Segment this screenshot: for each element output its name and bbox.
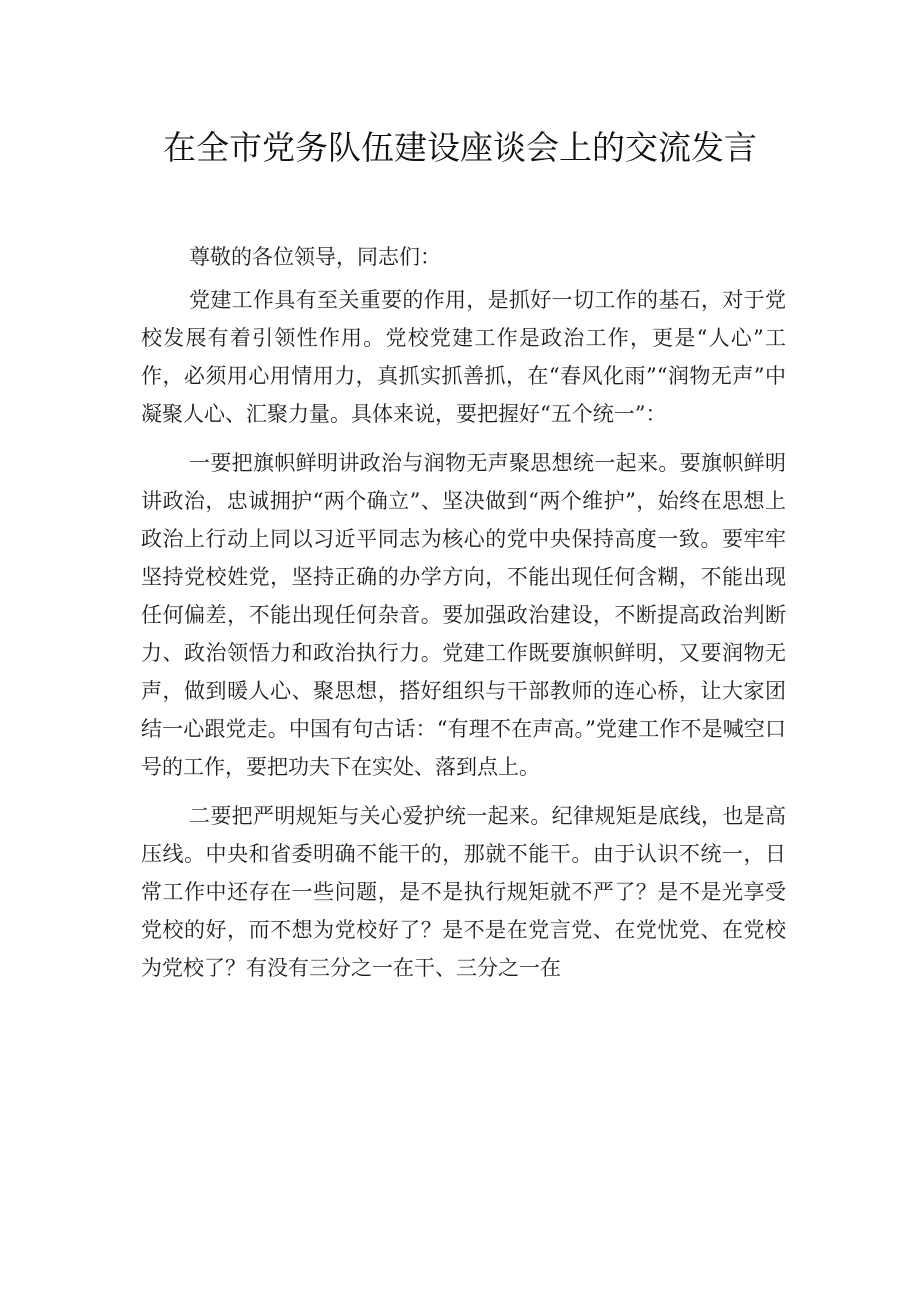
document-body	[141, 238, 786, 987]
body-paragraph: 一要把旗帜鲜明讲政治与润物无声聚思想统一起来。要旗帜鲜明讲政治，忠诚拥护“两个确立”、坚决做到“两个维护”，始终在思想上政治上行动上同以习近平同志为核心的党中央保持高度一致。要牢牢坚持党校姓党，坚持正确的办学方向，不能出现任何含糊，不能出现任何偏差，不能出现任何杂音。要加强政治建设，不断提高政治判断力、政治领悟力和政治执行力。党建工作既要旗帜鲜明，又要润物无声，做到暖人心、聚思想，搭好组织与干部教师的连心桥，让大家团结一心跟党走。中国有句古话：“有理不在声高。”党建工作不是喊空口号的工作，要把功夫下在实处、落到点上。	[141, 451, 786, 779]
document-title: 在全市党务队伍建设座谈会上的交流发言	[163, 128, 757, 167]
greeting-paragraph: 尊敬的各位领导，同志们：	[189, 245, 441, 269]
body-paragraph: 二要把严明规矩与关心爱护统一起来。纪律规矩是底线，也是高压线。中央和省委明确不能干的，那就不能干。由于认识不统一，日常工作中还存在一些问题，是不是执行规矩就不严了？是不是光享受党校的好，而不想为党校好了？是不是在党言党、在党忧党、在党校为党校了？有没有三分之一在干、三分之一在	[141, 804, 786, 980]
body-paragraph: 党建工作具有至关重要的作用，是抓好一切工作的基石，对于党校发展有着引领性作用。党校党建工作是政治工作，更是“人心”工作，必须用心用情用力，真抓实抓善抓，在“春风化雨”“润物无声”中凝聚人心、汇聚力量。具体来说，要把握好“五个统一”：	[141, 288, 786, 426]
